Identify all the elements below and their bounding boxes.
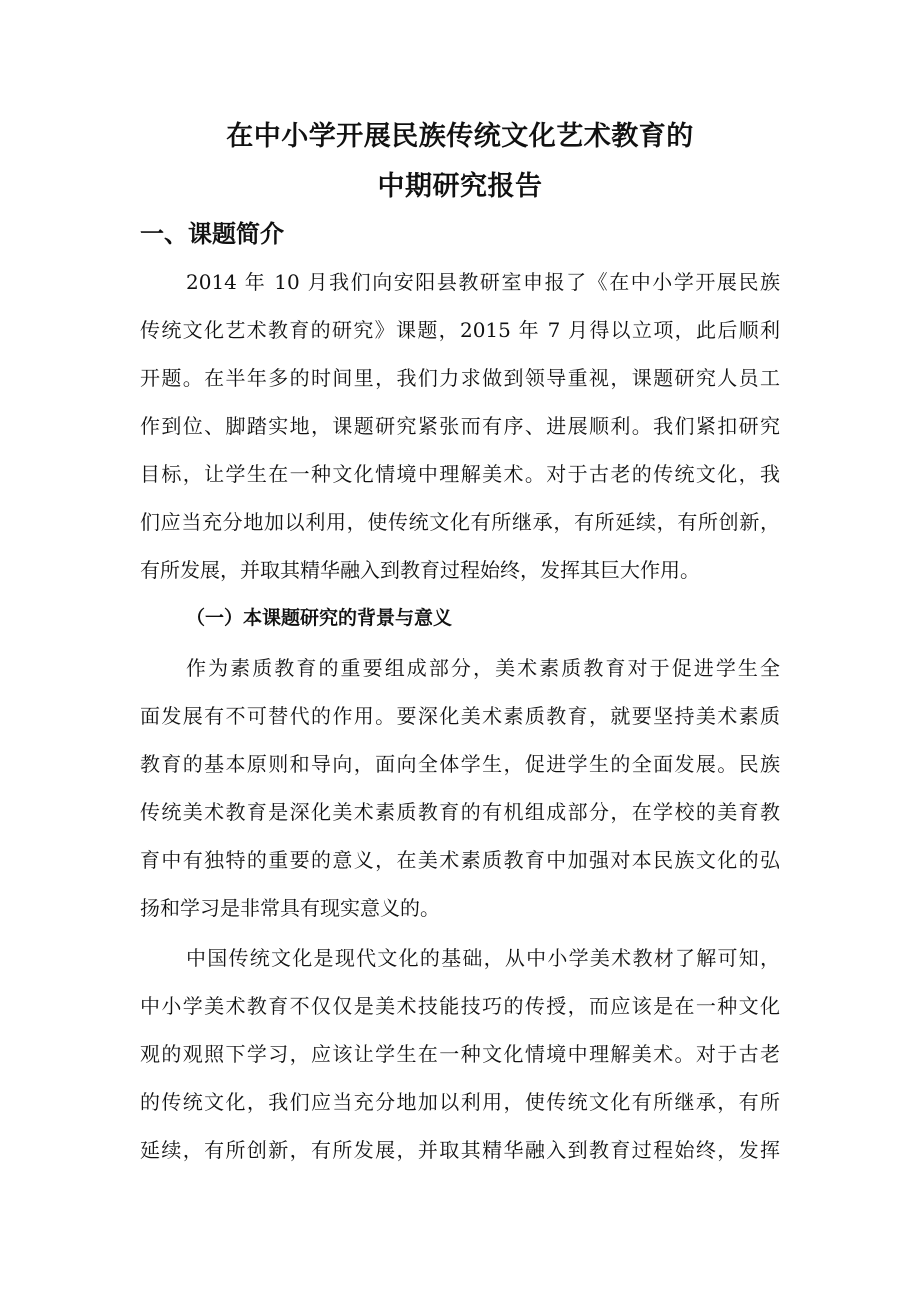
- paragraph-line: 的传统文化，我们应当充分地加以利用，使传统文化有所继承，有所: [140, 1090, 780, 1114]
- paragraph-line: 开题。在半年多的时间里，我们力求做到领导重视，课题研究人员工: [140, 366, 780, 390]
- section-heading-introduction: 一、课题简介: [140, 220, 284, 248]
- paragraph-line: 育中有独特的重要的意义，在美术素质教育中加强对本民族文化的弘: [140, 848, 780, 872]
- paragraph-line: 面发展有不可替代的作用。要深化美术素质教育，就要坚持美术素质: [140, 704, 780, 728]
- subsection-heading-background: （一）本课题研究的背景与意义: [186, 607, 453, 629]
- paragraph-line: 中国传统文化是现代文化的基础，从中小学美术教材了解可知，: [186, 946, 780, 970]
- paragraph-line: 作为素质教育的重要组成部分，美术素质教育对于促进学生全: [186, 656, 780, 680]
- document-title-line-1: 在中小学开展民族传统文化艺术教育的: [226, 121, 694, 152]
- paragraph-line: 扬和学习是非常具有现实意义的。: [140, 896, 440, 920]
- document-title-line-2: 中期研究报告: [377, 171, 543, 202]
- paragraph-line: 作到位、脚踏实地，课题研究紧张而有序、进展顺利。我们紧扣研究: [140, 414, 780, 438]
- paragraph-line: 传统美术教育是深化美术素质教育的有机组成部分，在学校的美育教: [140, 800, 780, 824]
- paragraph-line: 观的观照下学习，应该让学生在一种文化情境中理解美术。对于古老: [140, 1042, 780, 1066]
- paragraph-line: 延续，有所创新，有所发展，并取其精华融入到教育过程始终，发挥: [140, 1138, 780, 1162]
- paragraph-line: 目标，让学生在一种文化情境中理解美术。对于古老的传统文化，我: [140, 462, 780, 486]
- paragraph-line: 们应当充分地加以利用，使传统文化有所继承，有所延续，有所创新，: [140, 510, 780, 534]
- paragraph-line: 有所发展，并取其精华融入到教育过程始终，发挥其巨大作用。: [140, 558, 700, 582]
- paragraph-line: 教育的基本原则和导向，面向全体学生，促进学生的全面发展。民族: [140, 752, 780, 776]
- paragraph-line: 中小学美术教育不仅仅是美术技能技巧的传授，而应该是在一种文化: [140, 994, 780, 1018]
- paragraph-line: 2014 年 10 月我们向安阳县教研室申报了《在中小学开展民族: [186, 270, 780, 294]
- paragraph-line: 传统文化艺术教育的研究》课题，2015 年 7 月得以立项，此后顺利: [140, 318, 780, 342]
